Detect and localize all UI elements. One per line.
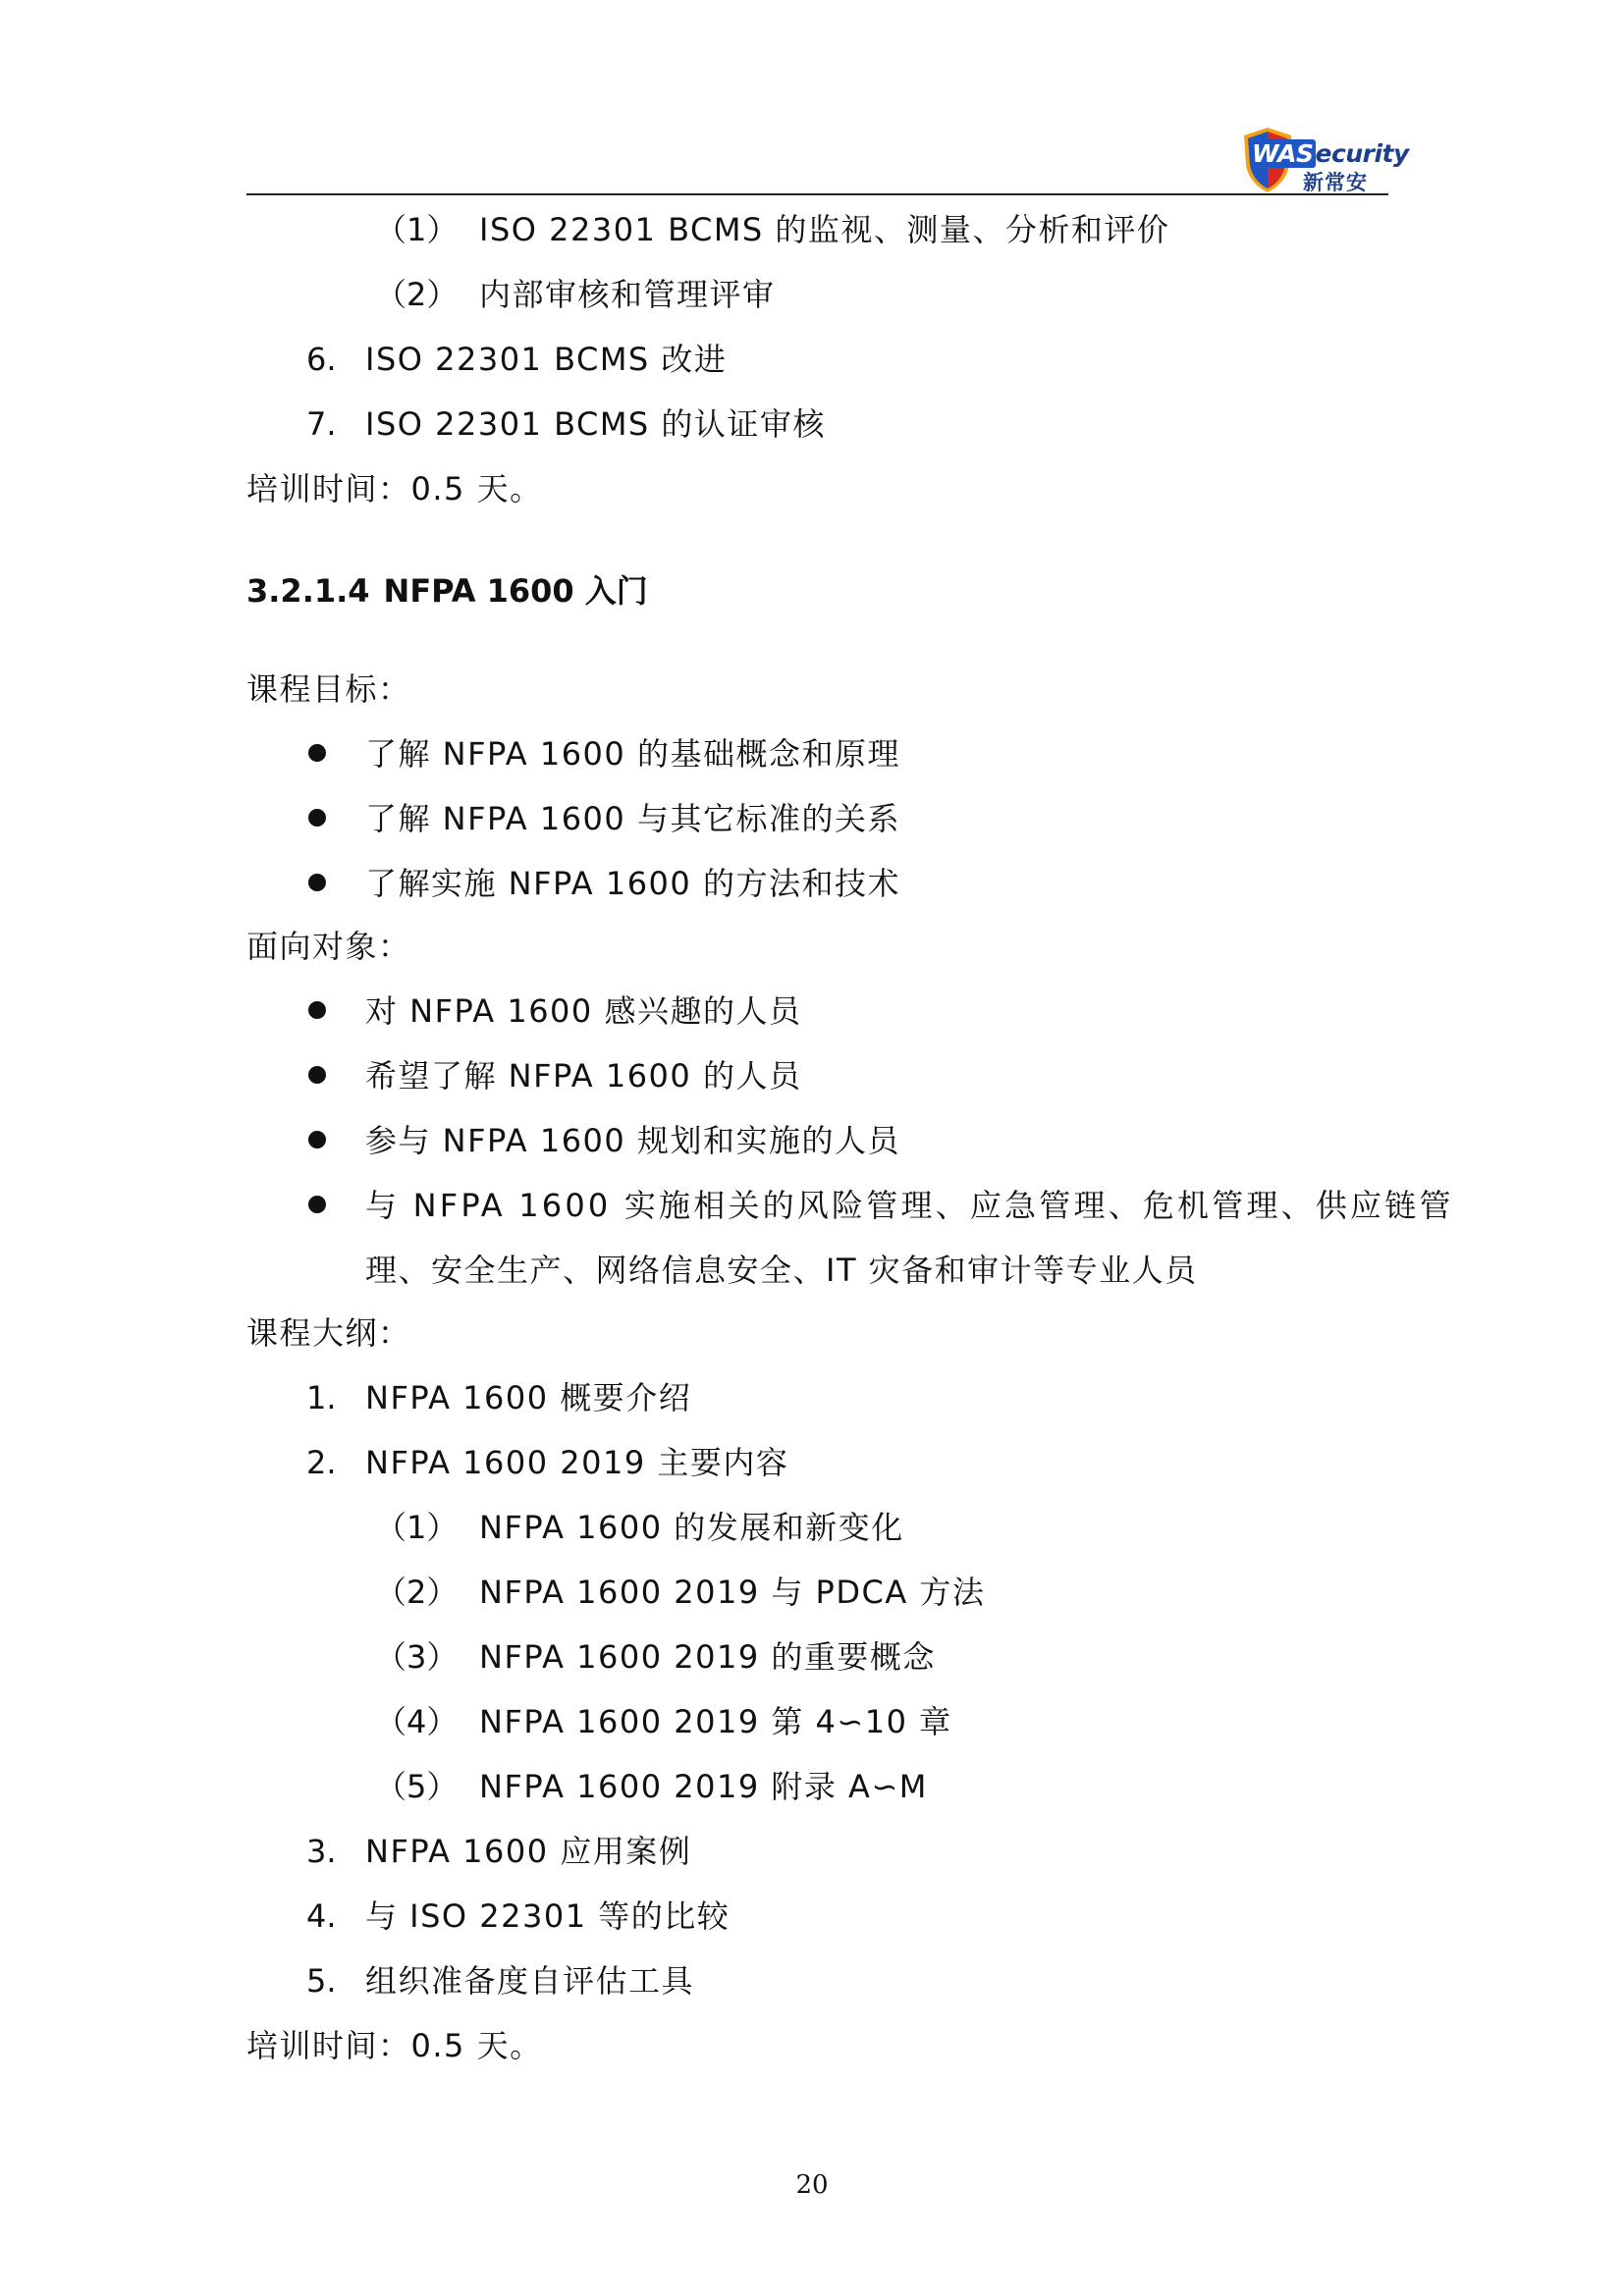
sub-item-number: （1） [375,1509,459,1546]
audience-item: 对 NFPA 1600 感兴趣的人员 [365,992,802,1030]
objective-item: 了解实施 NFPA 1600 的方法和技术 [365,865,900,902]
outline-number: 6. [306,341,337,378]
bullet-icon [308,1196,326,1213]
sub-item-text: NFPA 1600 2019 与 PDCA 方法 [479,1574,986,1611]
training-time: 培训时间：0.5 天。 [246,2027,543,2064]
sub-item-number: （2） [375,276,459,313]
bullet-icon [308,1066,326,1084]
outline-text: ISO 22301 BCMS 改进 [365,341,728,378]
objectives-label: 课程目标： [246,670,411,708]
audience-item: 参与 NFPA 1600 规划和实施的人员 [365,1122,900,1159]
bullet-icon [308,874,326,891]
bullet-icon [308,1131,326,1148]
outline-text: NFPA 1600 2019 主要内容 [365,1444,789,1481]
sub-item-text: NFPA 1600 2019 附录 A∽M [479,1768,928,1805]
header-rule [246,193,1388,195]
logo-security: ecurity [1315,139,1409,168]
outline-number: 5. [306,1962,337,2000]
outline-text: NFPA 1600 概要介绍 [365,1379,692,1416]
bullet-icon [308,744,326,762]
section-heading [246,571,648,611]
sub-item-text: NFPA 1600 的发展和新变化 [479,1509,904,1546]
sub-item-text: 内部审核和管理评审 [479,276,776,313]
training-time: 培训时间：0.5 天。 [246,470,543,507]
objective-item: 了解 NFPA 1600 与其它标准的关系 [365,800,900,837]
logo-wordmark [1252,139,1409,168]
outline-number: 1. [306,1379,337,1416]
outline-label: 课程大纲： [246,1314,411,1352]
sub-item-number: （2） [375,1574,459,1611]
outline-text: 组织准备度自评估工具 [365,1962,695,2000]
logo-was: WAS [1252,139,1314,168]
sub-item-number: （1） [375,211,459,248]
outline-text: ISO 22301 BCMS 的认证审核 [365,405,826,443]
outline-number: 2. [306,1444,337,1481]
sub-item-number: （3） [375,1638,459,1676]
outline-number: 3. [306,1833,337,1870]
objective-item: 了解 NFPA 1600 的基础概念和原理 [365,735,900,773]
company-logo [1240,126,1409,196]
audience-label: 面向对象： [246,928,411,965]
outline-number: 7. [306,405,337,443]
sub-item-text: NFPA 1600 2019 第 4∽10 章 [479,1703,952,1740]
page-number: 20 [795,2170,829,2200]
audience-item: 希望了解 NFPA 1600 的人员 [365,1057,802,1095]
bullet-icon [308,1001,326,1019]
outline-number: 4. [306,1897,337,1935]
sub-item-number: （5） [375,1768,459,1805]
sub-item-number: （4） [375,1703,459,1740]
sub-item-text: NFPA 1600 2019 的重要概念 [479,1638,936,1676]
outline-text: 与 ISO 22301 等的比较 [365,1897,731,1935]
outline-text: NFPA 1600 应用案例 [365,1833,692,1870]
audience-item-continued: 理、安全生产、网络信息安全、IT 灾备和审计等专业人员 [365,1252,1198,1289]
logo-chinese: 新常安 [1303,171,1368,194]
bullet-icon [308,809,326,827]
sub-item-text: ISO 22301 BCMS 的监视、测量、分析和评价 [479,211,1170,248]
section-title: NFPA 1600 入门 [383,572,648,610]
audience-item: 与 NFPA 1600 实施相关的风险管理、应急管理、危机管理、供应链管 [365,1187,1454,1224]
section-number: 3.2.1.4 [246,572,370,610]
